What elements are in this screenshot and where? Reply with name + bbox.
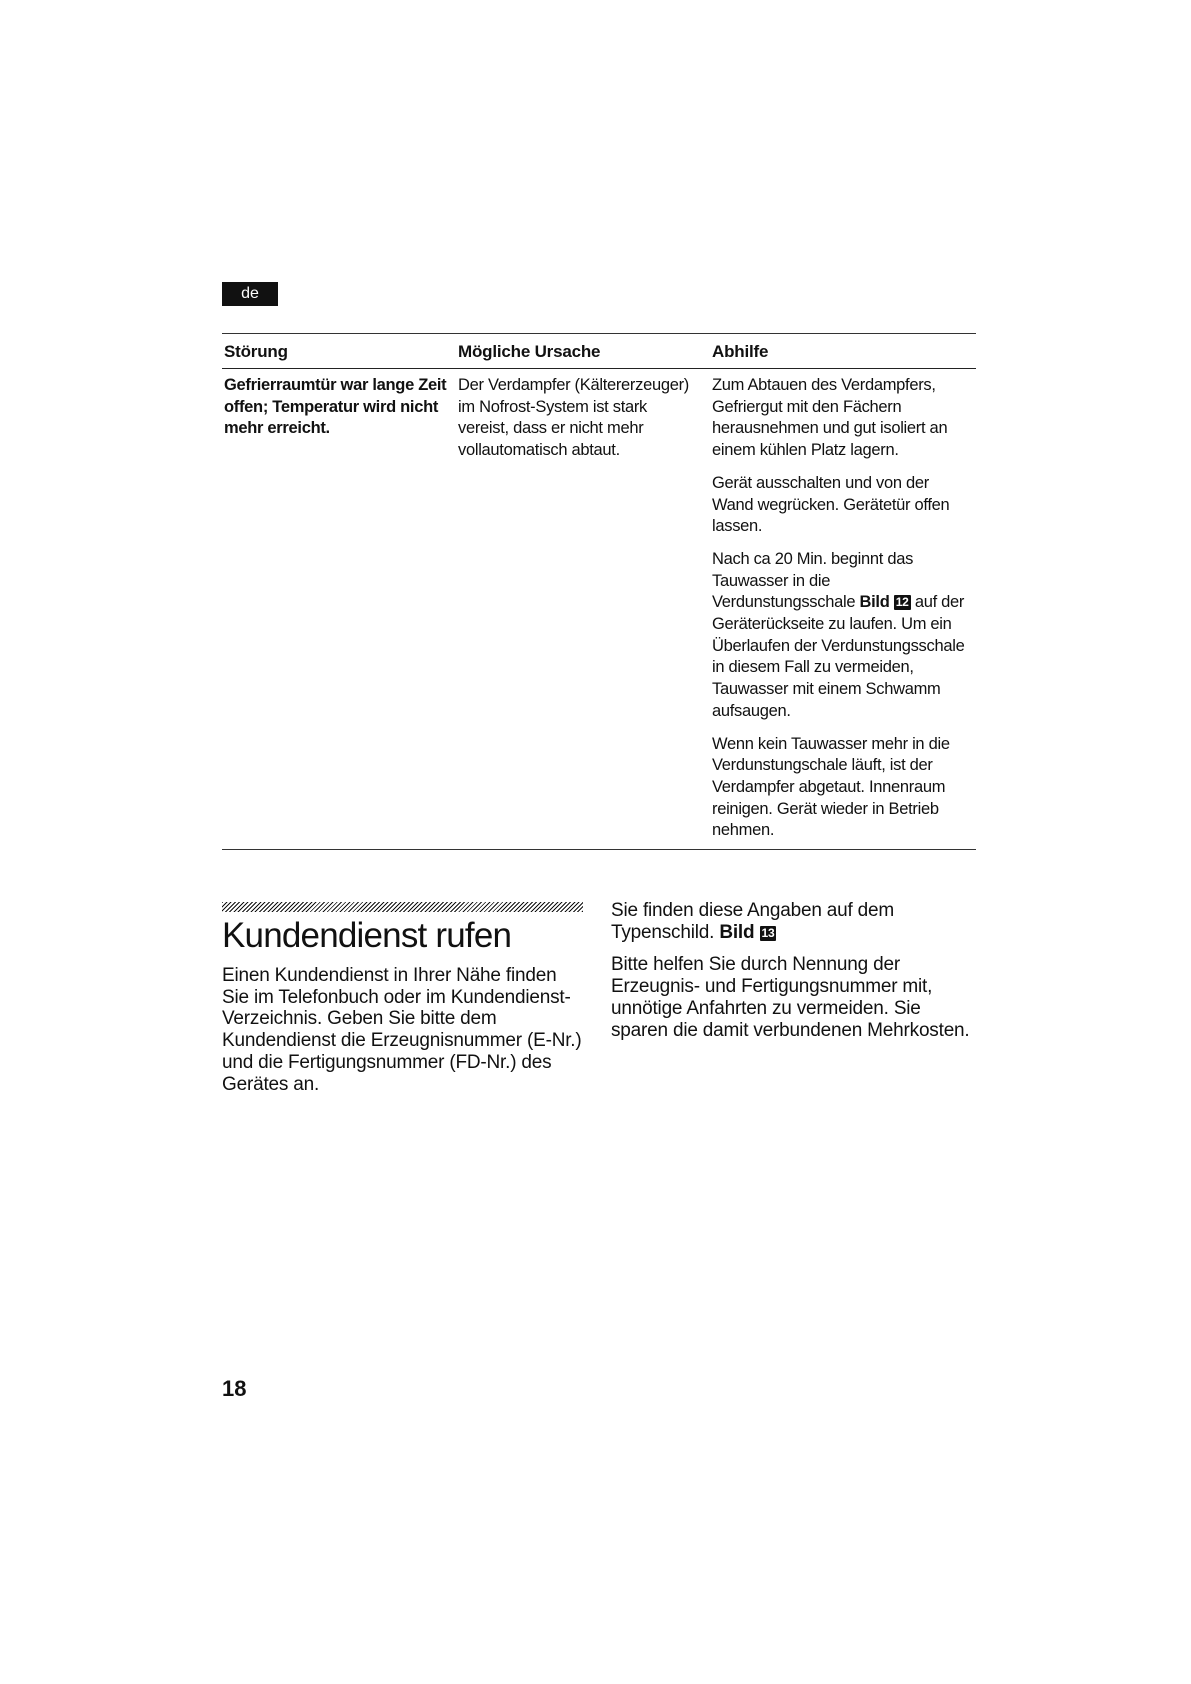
table-top-rule	[222, 333, 976, 334]
figure-reference-label: Bild	[719, 921, 755, 943]
section-hatch-bar	[222, 902, 583, 912]
table-header-rule	[222, 368, 976, 369]
remedy-step-3-text: Nach ca 20 Min. beginnt das Tauwasser in die Verdunstungsschale	[712, 549, 914, 612]
remedy-step-4: Wenn kein Tauwasser mehr in die Verdunstungschale läuft, ist der Verdampfer abgetaut. Innenraum reinigen. Gerät wieder in Betrieb nehmen.	[712, 734, 950, 840]
language-tag: de	[222, 282, 278, 306]
header-ursache: Mögliche Ursache	[458, 342, 601, 361]
problem-cell: Gefrierraumtür war lange Zeit offen; Temperatur wird nicht mehr erreicht.	[224, 376, 447, 438]
header-abhilfe: Abhilfe	[712, 342, 769, 361]
remedy-step-1: Zum Abtauen des Verdampfers, Gefriergut mit den Fächern herausnehmen und gut isoliert an einem kühlen Platz lagern.	[712, 376, 948, 460]
customer-service-text: Einen Kundendienst in Ihrer Nähe finden Sie im Telefonbuch oder im Kundendienst-Verzeichnis. Geben Sie bitte dem Kundendienst die Erzeugnisnummer (E-Nr.) und die Fertigungsnummer (FD-Nr.) des Gerätes an.	[222, 965, 582, 1095]
right-column	[611, 900, 976, 1041]
remedy-cell	[712, 375, 974, 853]
type-plate-text: Sie finden diese Angaben auf dem Typenschild.	[611, 900, 895, 943]
type-plate-paragraph	[611, 900, 976, 943]
remedy-step-3-continued: auf der Geräterückseite zu laufen. Um ein Überlaufen der Verdunstungsschale in diesem Fall zu vermeiden, Tauwasser mit einem Schwamm aufsaugen.	[712, 593, 965, 720]
cause-cell: Der Verdampfer (Kältererzeuger) im Nofrost-System ist stark vereist, dass er nicht mehr vollautomatisch abtaut.	[458, 376, 689, 460]
remedy-step-3	[712, 549, 974, 723]
header-stoerung: Störung	[224, 342, 288, 361]
page-number: 18	[222, 1376, 247, 1401]
figure-13-badge: 13	[761, 925, 775, 940]
help-paragraph: Bitte helfen Sie durch Nennung der Erzeugnis- und Fertigungsnummer mit, unnötige Anfahrten zu vermeiden. Sie sparen die damit verbundenen Mehrkosten.	[611, 954, 970, 1041]
figure-reference-label: Bild	[859, 593, 890, 612]
section-title: Kundendienst rufen	[222, 916, 512, 955]
table-bottom-rule	[222, 849, 976, 850]
remedy-step-2: Gerät ausschalten und von der Wand wegrücken. Gerätetür offen lassen.	[712, 473, 950, 536]
figure-12-badge: 12	[895, 595, 909, 610]
